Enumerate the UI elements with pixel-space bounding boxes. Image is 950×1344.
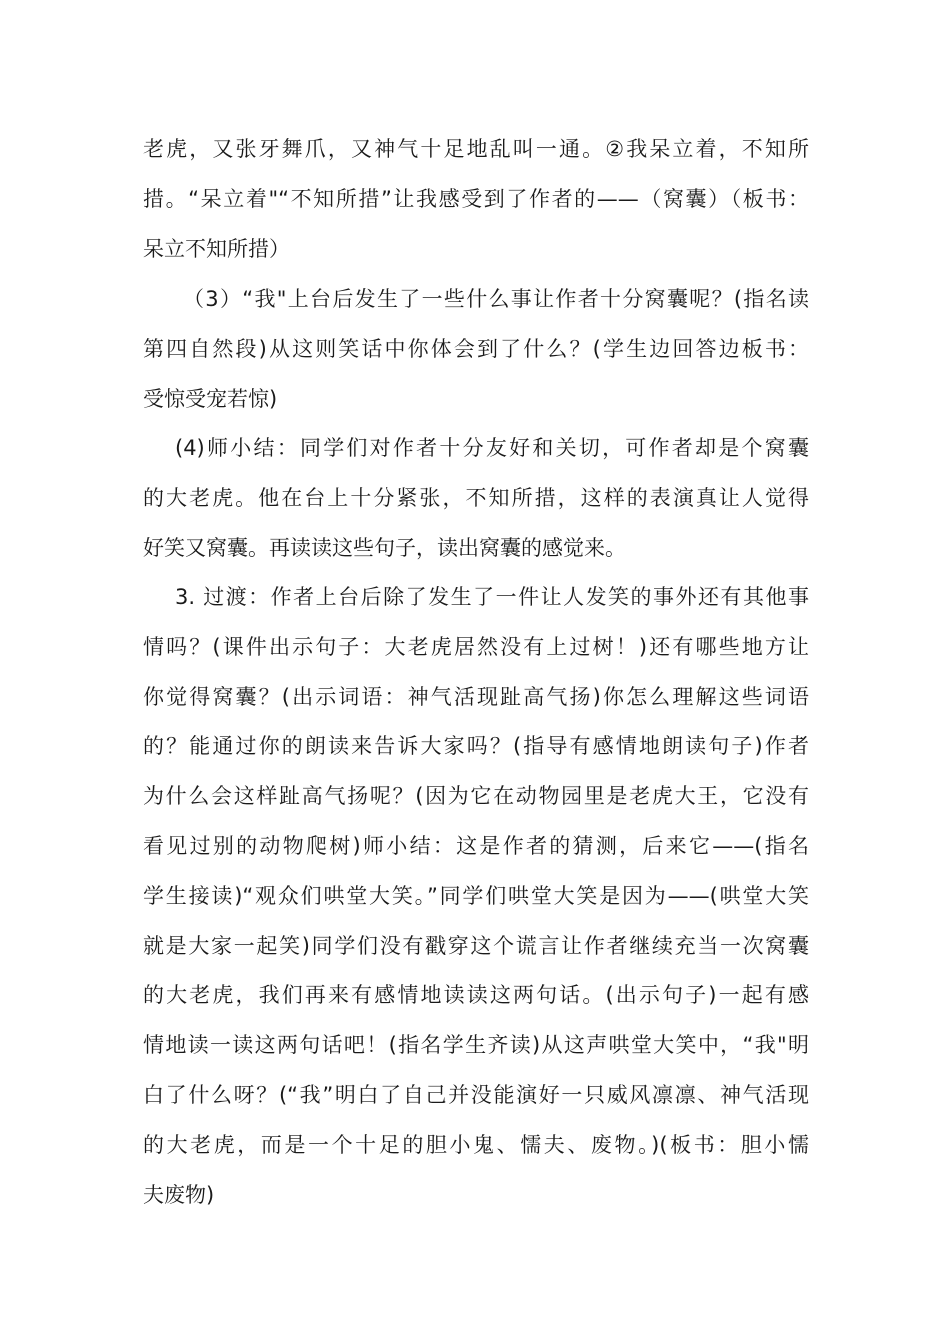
text-line: 学生接读)“观众们哄堂大笑。”同学们哄堂大笑是因为——(哄堂大笑 [143, 883, 809, 908]
text-line: 好笑又窝囊。再读读这些句子，读出窝囊的感觉来。 [143, 535, 626, 560]
text-line: 受惊受宠若惊) [143, 386, 278, 411]
text-line: 夫废物) [143, 1182, 215, 1207]
text-line: 呆立不知所措） [143, 236, 290, 261]
paragraph-1 [143, 125, 809, 274]
text-line: 第四自然段)从这则笑话中你体会到了什么？(学生边回答边板书： [143, 336, 809, 361]
text-line: 情地读一读这两句话吧！(指名学生齐读)从这声哄堂大笑中，“我"明 [143, 1033, 809, 1058]
text-line: 就是大家一起笑)同学们没有戳穿这个谎言让作者继续充当一次窝囊 [143, 933, 809, 958]
text-line: 3. 过渡：作者上台后除了发生了一件让人发笑的事外还有其他事 [175, 585, 809, 609]
text-line: 的？能通过你的朗读来告诉大家吗？(指导有感情地朗读句子)作者 [143, 734, 809, 759]
text-line: （3）“我"上台后发生了一些什么事让作者十分窝囊呢？(指名读 [183, 287, 809, 311]
text-line: 措。“呆立着"“不知所措”让我感受到了作者的——（窝囊）（板书： [143, 186, 809, 211]
paragraph-2 [143, 275, 809, 424]
text-line: 白了什么呀？(“我”明白了自己并没能演好一只威风凛凛、神气活现 [143, 1082, 809, 1107]
paragraph-4 [143, 573, 809, 1220]
text-line: 的大老虎，我们再来有感情地读读这两句话。(出示句子)一起有感 [143, 983, 809, 1008]
text-line: 情吗？(课件出示句子：大老虎居然没有上过树！)还有哪些地方让 [143, 634, 809, 659]
text-line: 的大老虎。他在台上十分紧张，不知所措，这样的表演真让人觉得 [143, 485, 809, 510]
text-line: 为什么会这样趾高气扬呢？(因为它在动物园里是老虎大王，它没有 [143, 784, 809, 809]
text-line: (4)师小结：同学们对作者十分友好和关切，可作者却是个窝囊 [175, 436, 809, 460]
text-line: 看见过别的动物爬树)师小结：这是作者的猜测，后来它——(指名 [143, 833, 809, 858]
text-line: 的大老虎，而是一个十足的胆小鬼、懦夫、废物。)(板书：胆小懦 [143, 1132, 809, 1157]
text-line: 老虎，又张牙舞爪，又神气十足地乱叫一通。②我呆立着，不知所 [143, 137, 809, 161]
text-line: 你觉得窝囊？(出示词语：神气活现趾高气扬)你怎么理解这些词语 [143, 684, 809, 709]
paragraph-3 [143, 424, 809, 573]
